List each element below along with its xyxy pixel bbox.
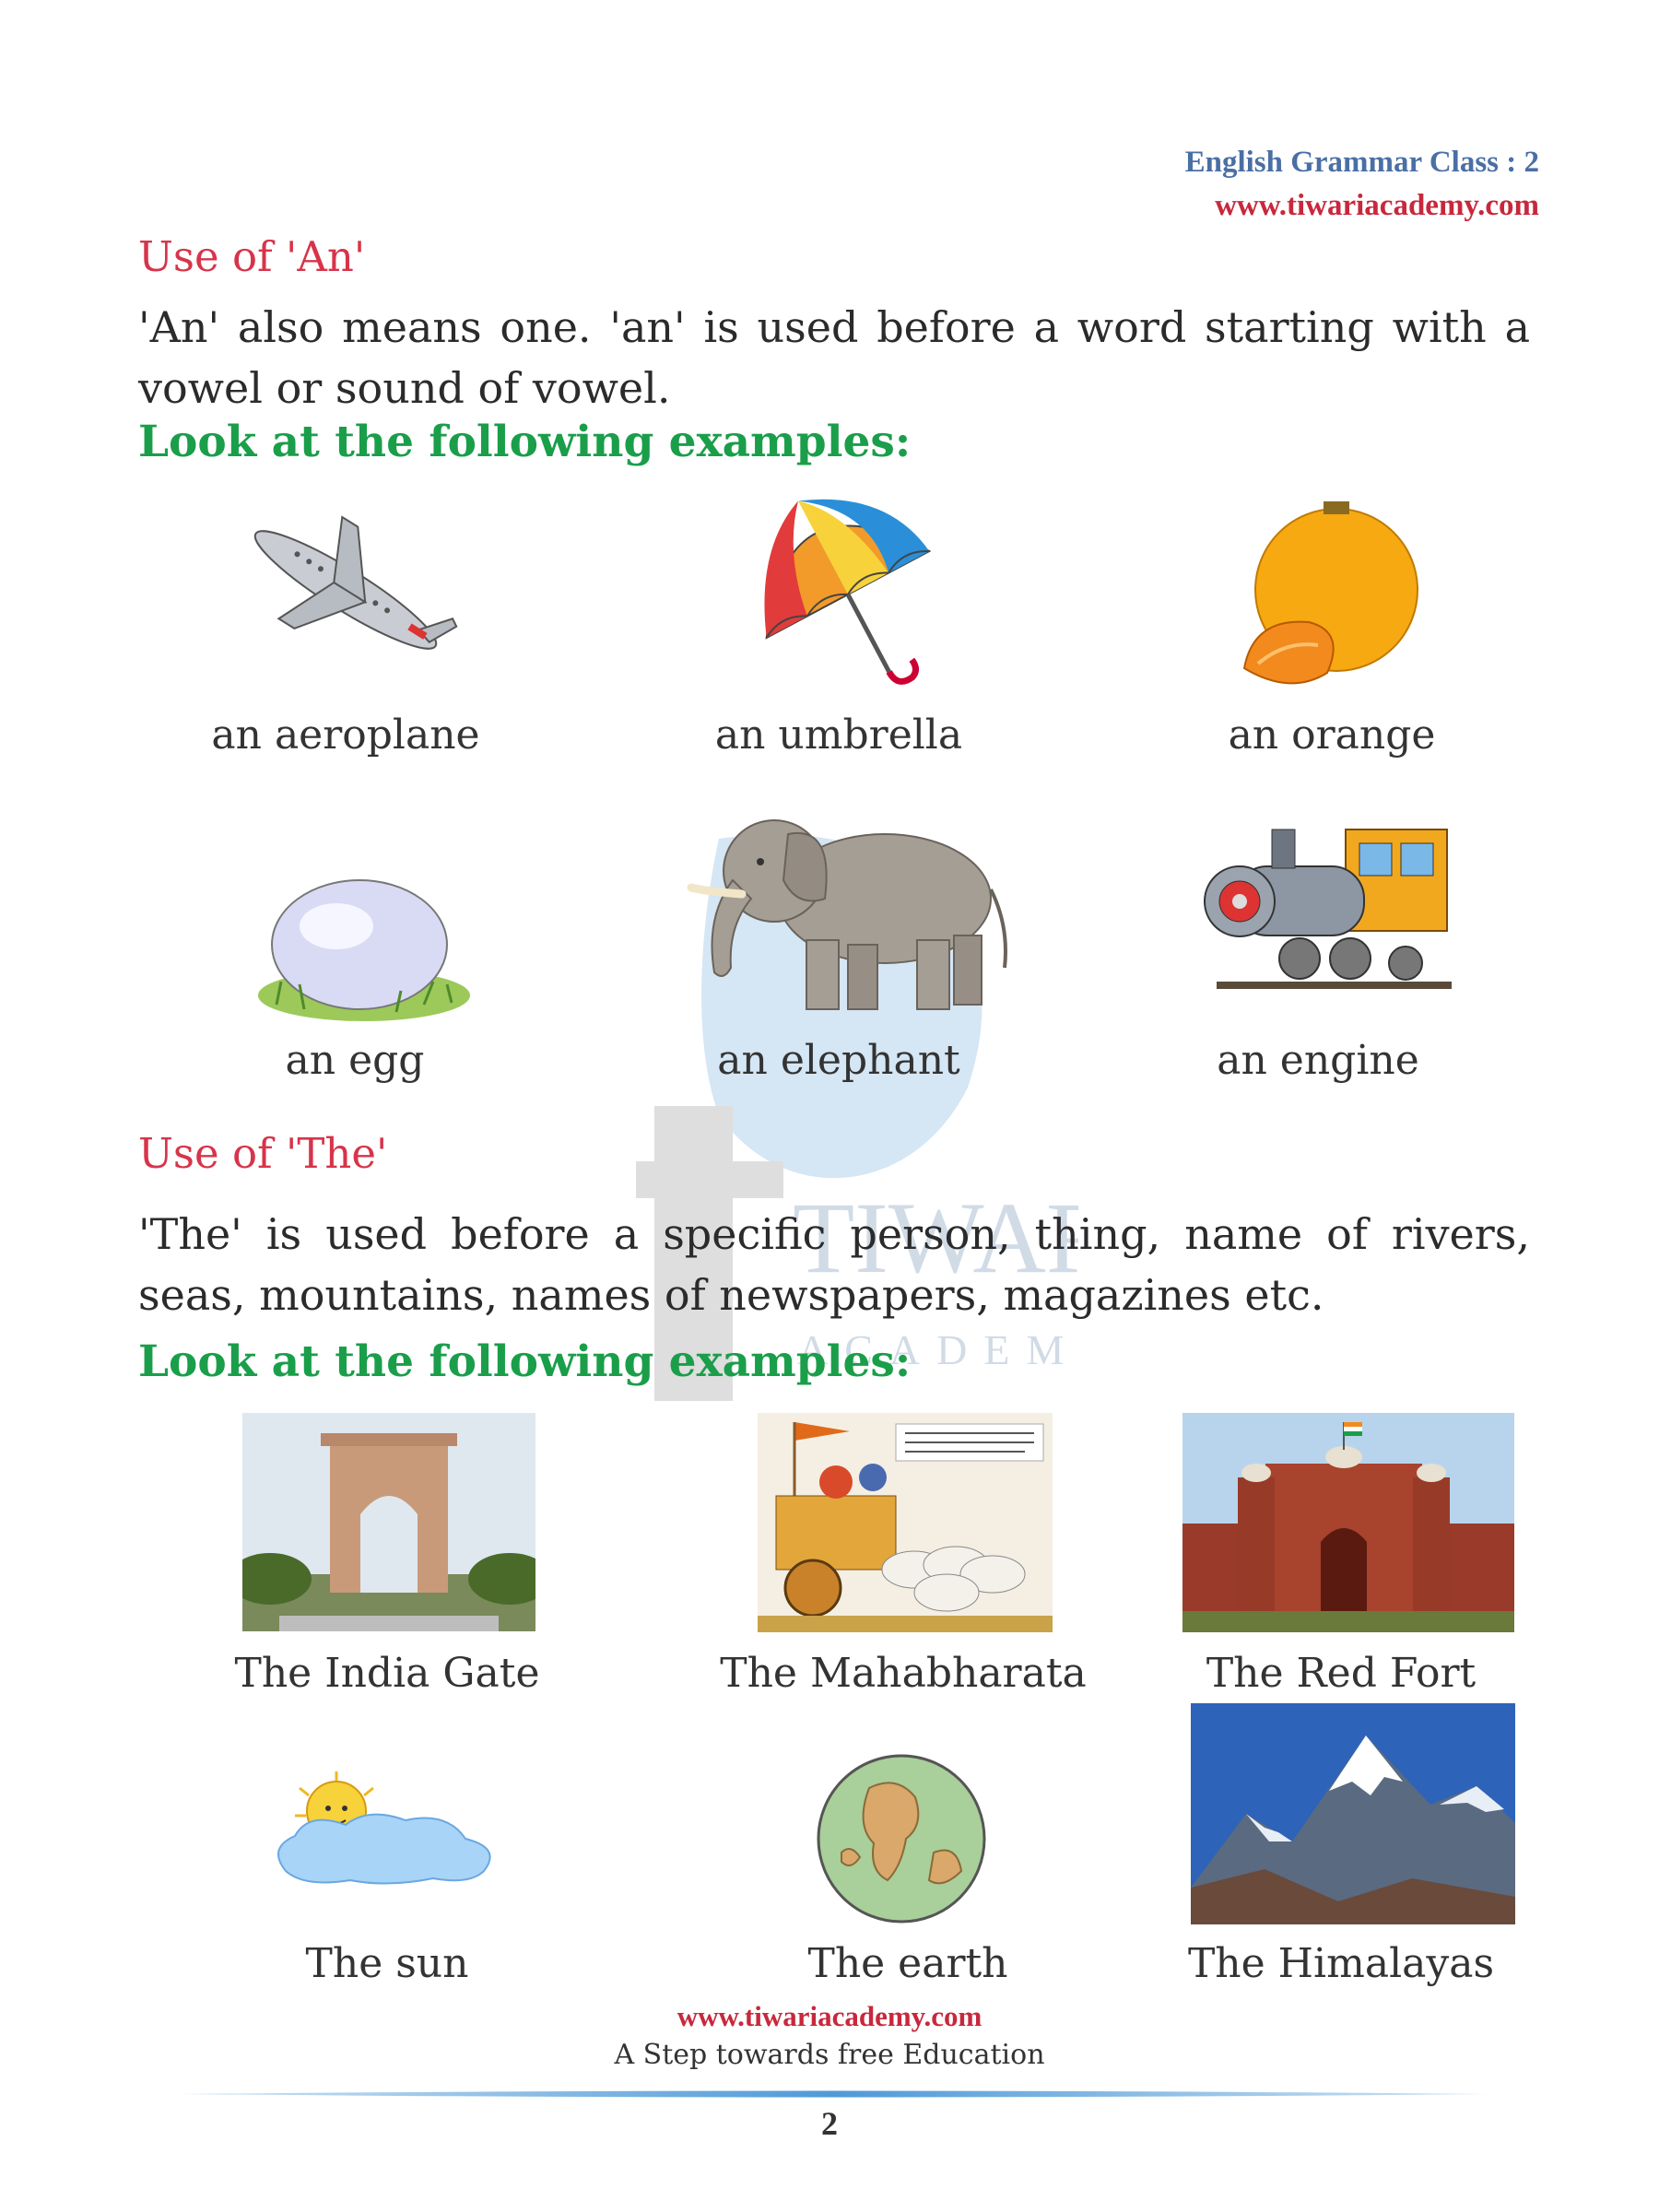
earth-picture [814, 1751, 989, 1926]
watermark-text-sub: ACADEM [797, 1326, 1078, 1373]
header-title: English Grammar Class : 2 [1184, 146, 1539, 179]
caption-elephant: an elephant [717, 1037, 960, 1084]
orange-picture [1235, 498, 1419, 700]
section-the-paragraph: 'The' is used before a specific person, thing, name of rivers, seas, mountains, names of newspapers, magazines etc. [138, 1209, 1530, 1320]
caption-sun: The sun [305, 1940, 469, 1987]
caption-orange: an orange [1228, 712, 1436, 759]
caption-umbrella: an umbrella [714, 712, 963, 759]
himalayas-photo [1191, 1703, 1515, 1924]
header-url[interactable]: www.tiwariacademy.com [1215, 189, 1539, 222]
caption-engine: an engine [1217, 1037, 1419, 1084]
section-an-heading: Use of 'An' [138, 232, 366, 281]
umbrella-picture [747, 493, 949, 700]
red-fort-photo [1182, 1413, 1514, 1632]
footer-url[interactable]: www.tiwariacademy.com [677, 2000, 982, 2032]
elephant-picture [687, 806, 1018, 1018]
caption-himalayas: The Himalayas [1187, 1940, 1495, 1987]
caption-red-fort: The Red Fort [1206, 1650, 1477, 1697]
section-an-examples-heading: Look at the following examples: [138, 417, 912, 467]
footer-divider [180, 2085, 1488, 2094]
watermark-text-main: TIWA [793, 1182, 1046, 1294]
section-the-heading: Use of 'The' [138, 1129, 388, 1178]
egg-picture [249, 866, 479, 1028]
sun-picture [267, 1770, 507, 1889]
mahabharata-painting [758, 1413, 1053, 1632]
section-an-paragraph: 'An' also means one. 'an' is used before a word starting with a vowel or sound of vowel. [138, 302, 1530, 413]
engine-picture [1198, 811, 1456, 1005]
india-gate-photo [242, 1413, 535, 1631]
section-the-examples-heading: Look at the following examples: [138, 1336, 912, 1387]
caption-earth: The earth [807, 1940, 1008, 1987]
aeroplane-picture [230, 512, 461, 668]
caption-aeroplane: an aeroplane [211, 712, 480, 759]
caption-mahabharata: The Mahabharata [720, 1650, 1087, 1697]
caption-egg: an egg [285, 1037, 425, 1084]
footer-tagline: A Step towards free Education [614, 2039, 1045, 2071]
page-number: 2 [821, 2105, 838, 2142]
caption-india-gate: The India Gate [234, 1650, 540, 1697]
